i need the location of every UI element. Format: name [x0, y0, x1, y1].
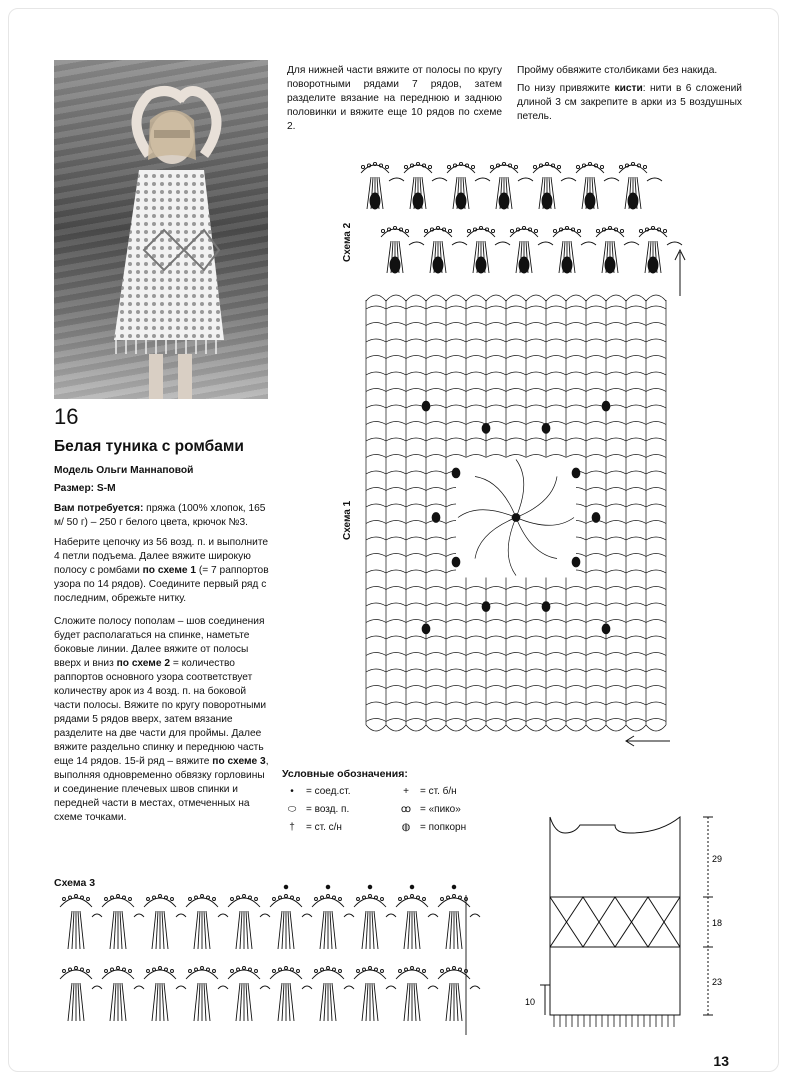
fringe-paragraph — [517, 82, 742, 124]
legend-item — [282, 786, 351, 797]
legend-text: = возд. п. — [306, 804, 350, 815]
legend-item — [396, 822, 466, 833]
materials-paragraph — [54, 502, 272, 530]
dim-fringe: 10 — [525, 997, 536, 1007]
armhole-paragraph: Пройму обвяжите столбиками без накида. — [517, 65, 718, 76]
p2-text-d: по схеме 3 — [212, 756, 266, 767]
p2-text-e: , выполняя одновременно обвязку горловины и соединение плечевых швов спинки и передней части в местах, отмеченных на схеме точками. — [54, 756, 269, 823]
legend-symbol-icon: • — [290, 786, 294, 797]
left-arrow-icon — [624, 733, 674, 753]
fringe-text-b: кисти — [614, 83, 643, 94]
legend-symbol-icon: ◍ — [401, 822, 411, 833]
schema2-diagram — [355, 155, 685, 295]
legend-text: = «пико» — [420, 804, 461, 815]
legend-item — [282, 804, 349, 815]
schema3-diagram — [56, 885, 476, 1045]
schema1-diagram — [358, 295, 678, 735]
schema3-label: Схема 3 — [54, 877, 96, 889]
instructions-paragraph-2 — [54, 615, 272, 825]
schema1-label: Схема 1 — [342, 500, 353, 540]
legend-symbol-icon: ⬭ — [287, 804, 297, 815]
p1-text-c: (= 7 раппортов узора по 14 рядов). Соедините первый ряд с последним, обрежьте нитку. — [54, 565, 269, 604]
legend-symbol-icon: ꝏ — [400, 804, 412, 815]
model-photo — [54, 60, 268, 399]
materials-text: пряжа (100% хлопок, 165 м/ 50 г) – 250 г белого цвета, крючок №3. — [54, 503, 266, 528]
legend-text: = ст. с/н — [306, 822, 342, 833]
lower-part-paragraph: Для нижней части вяжите от полосы по кругу поворотными рядами 7 рядов, затем разделите вязание на переднюю и заднюю половинки и вяжите еще 10 рядов по схеме 2. — [287, 65, 502, 132]
dim-middle: 18 — [712, 918, 723, 928]
legend-item — [396, 804, 461, 815]
dim-top: 29 — [712, 854, 723, 864]
p1-text-b: по схеме 1 — [142, 565, 197, 576]
legend-text: = ст. б/н — [420, 786, 457, 797]
model-silhouette — [54, 60, 268, 399]
legend-item — [282, 822, 342, 833]
dim-bottom: 23 — [712, 977, 723, 987]
up-arrow-icon — [672, 248, 692, 298]
legend-item — [396, 786, 457, 797]
schema2-stitches — [361, 162, 682, 273]
pattern-title: Белая туника с ромбами — [54, 438, 244, 455]
size-line: Размер: S-M — [54, 483, 116, 494]
schema3-stitches — [60, 885, 480, 1035]
schema1-stitches — [366, 295, 666, 731]
fringe-text-a: По низу привяжите — [517, 83, 615, 94]
legend-symbol-icon: † — [289, 822, 295, 833]
materials-label: Вам потребуется: — [54, 503, 144, 514]
legend-symbol-icon: + — [403, 786, 409, 797]
p1-text-a: Наберите цепочку из 56 возд. п. и выполните 4 петли подъема. Далее вяжите широкую полосу с ромбами — [54, 537, 269, 576]
p2-text-a: Сложите полосу пополам – шов соединения будет располагаться на спинке, наметьте боковые линии. Далее вяжите от полосы вверх и вниз — [54, 616, 265, 669]
page-number: 13 — [713, 1053, 729, 1069]
legend-text: = соед.ст. — [306, 786, 351, 797]
p2-text-c: = количество раппортов основного узора соответствует количеству арок из 4 возд. п. на боковой части полосы. Вяжите по кругу поворотными рядами 5 рядов вверх, затем вязание разделите на две части для проймы. Далее вяжите раздельно спинку и переднюю часть еще 14 рядов. 15-й ряд – вяжите — [54, 658, 267, 767]
p2-text-b: по схеме 2 — [116, 658, 170, 669]
pattern-number: 16 — [54, 404, 79, 429]
fringe-text-c: : нити в 6 сложений длиной 3 см закрепите в арки из 5 воздушных петель. — [517, 83, 742, 122]
dimension-diagram — [520, 815, 723, 1040]
model-credit: Модель Ольги Маннаповой — [54, 465, 194, 476]
instructions-paragraph-1 — [54, 536, 272, 606]
legend-title: Условные обозначения: — [282, 768, 408, 780]
schema2-label: Схема 2 — [342, 222, 353, 262]
legend-text: = попкорн — [420, 822, 467, 833]
